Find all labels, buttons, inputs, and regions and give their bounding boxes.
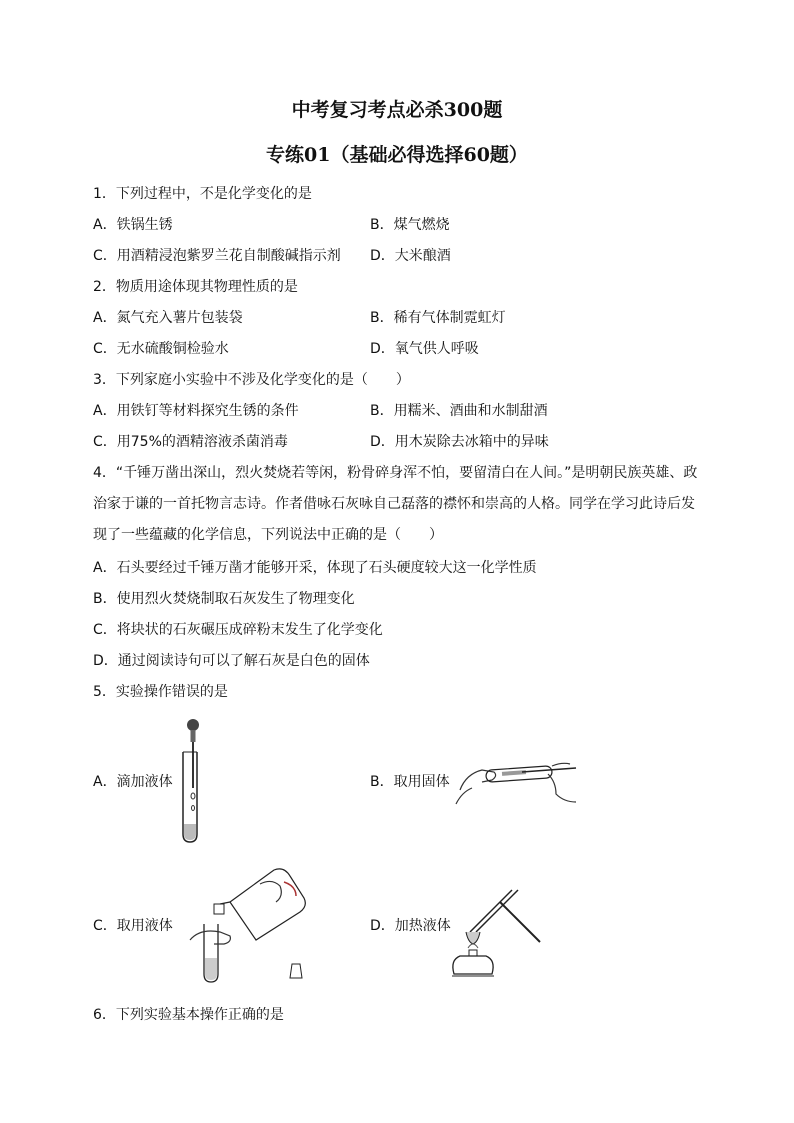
question-2-stem: 2．物质用途体现其物理性质的是 [93, 279, 298, 295]
question-3-option-a: A．用铁钉等材料探究生锈的条件 [93, 403, 299, 419]
question-3-option-b: B．用糯米、酒曲和水制甜酒 [370, 403, 548, 419]
question-1-option-d: D．大米酿酒 [370, 248, 451, 264]
question-1-option-c: C．用酒精浸泡紫罗兰花自制酸碱指示剂 [93, 248, 341, 264]
question-4-stem-line-1: 4．“千锤万凿出深山，烈火焚烧若等闲，粉骨碎身浑不怕，要留清白在人间。”是明朝民族英雄、政 [93, 465, 698, 481]
question-1-option-b: B．煤气燃烧 [370, 217, 450, 233]
question-3-option-d: D．用木炭除去冰箱中的异味 [370, 434, 549, 450]
pouring-liquid-figure [180, 862, 320, 990]
question-2-option-c: C．无水硫酸铜检验水 [93, 341, 229, 357]
question-1-option-a: A．铁锅生锈 [93, 217, 173, 233]
question-1-stem: 1．下列过程中，不是化学变化的是 [93, 186, 312, 202]
solid-sampling-figure [452, 752, 582, 812]
question-4-stem-line-3: 现了一些蕴藏的化学信息，下列说法中正确的是（ ） [93, 527, 443, 543]
question-2-option-b: B．稀有气体制霓虹灯 [370, 310, 506, 326]
question-4-option-a: A．石头要经过千锤万凿才能够开采，体现了石头硬度较大这一化学性质 [93, 560, 537, 576]
dropper-test-tube-figure [176, 716, 216, 844]
question-5-option-d: D．加热液体 [370, 918, 451, 934]
question-4-option-c: C．将块状的石灰碾压成碎粉末发生了化学变化 [93, 622, 383, 638]
question-5-option-b: B．取用固体 [370, 774, 450, 790]
page-title: 中考复习考点必杀300题 [291, 99, 503, 121]
question-5-option-a: A．滴加液体 [93, 774, 173, 790]
question-6-stem: 6．下列实验基本操作正确的是 [93, 1007, 284, 1023]
heating-liquid-figure [440, 882, 550, 982]
question-4-option-d: D．通过阅读诗句可以了解石灰是白色的固体 [93, 653, 370, 669]
question-5-stem: 5．实验操作错误的是 [93, 684, 228, 700]
page-subtitle: 专练01（基础必得选择60题） [266, 144, 528, 166]
question-4-option-b: B．使用烈火焚烧制取石灰发生了物理变化 [93, 591, 355, 607]
question-2-option-a: A．氮气充入薯片包装袋 [93, 310, 243, 326]
question-2-option-d: D．氧气供人呼吸 [370, 341, 479, 357]
question-3-option-c: C．用75%的酒精溶液杀菌消毒 [93, 434, 288, 450]
question-4-stem-line-2: 治家于谦的一首托物言志诗。作者借咏石灰咏自己磊落的襟怀和崇高的人格。同学在学习此诗后发 [93, 496, 695, 512]
question-3-stem: 3．下列家庭小实验中不涉及化学变化的是（ ） [93, 372, 410, 388]
question-5-option-c: C．取用液体 [93, 918, 173, 934]
